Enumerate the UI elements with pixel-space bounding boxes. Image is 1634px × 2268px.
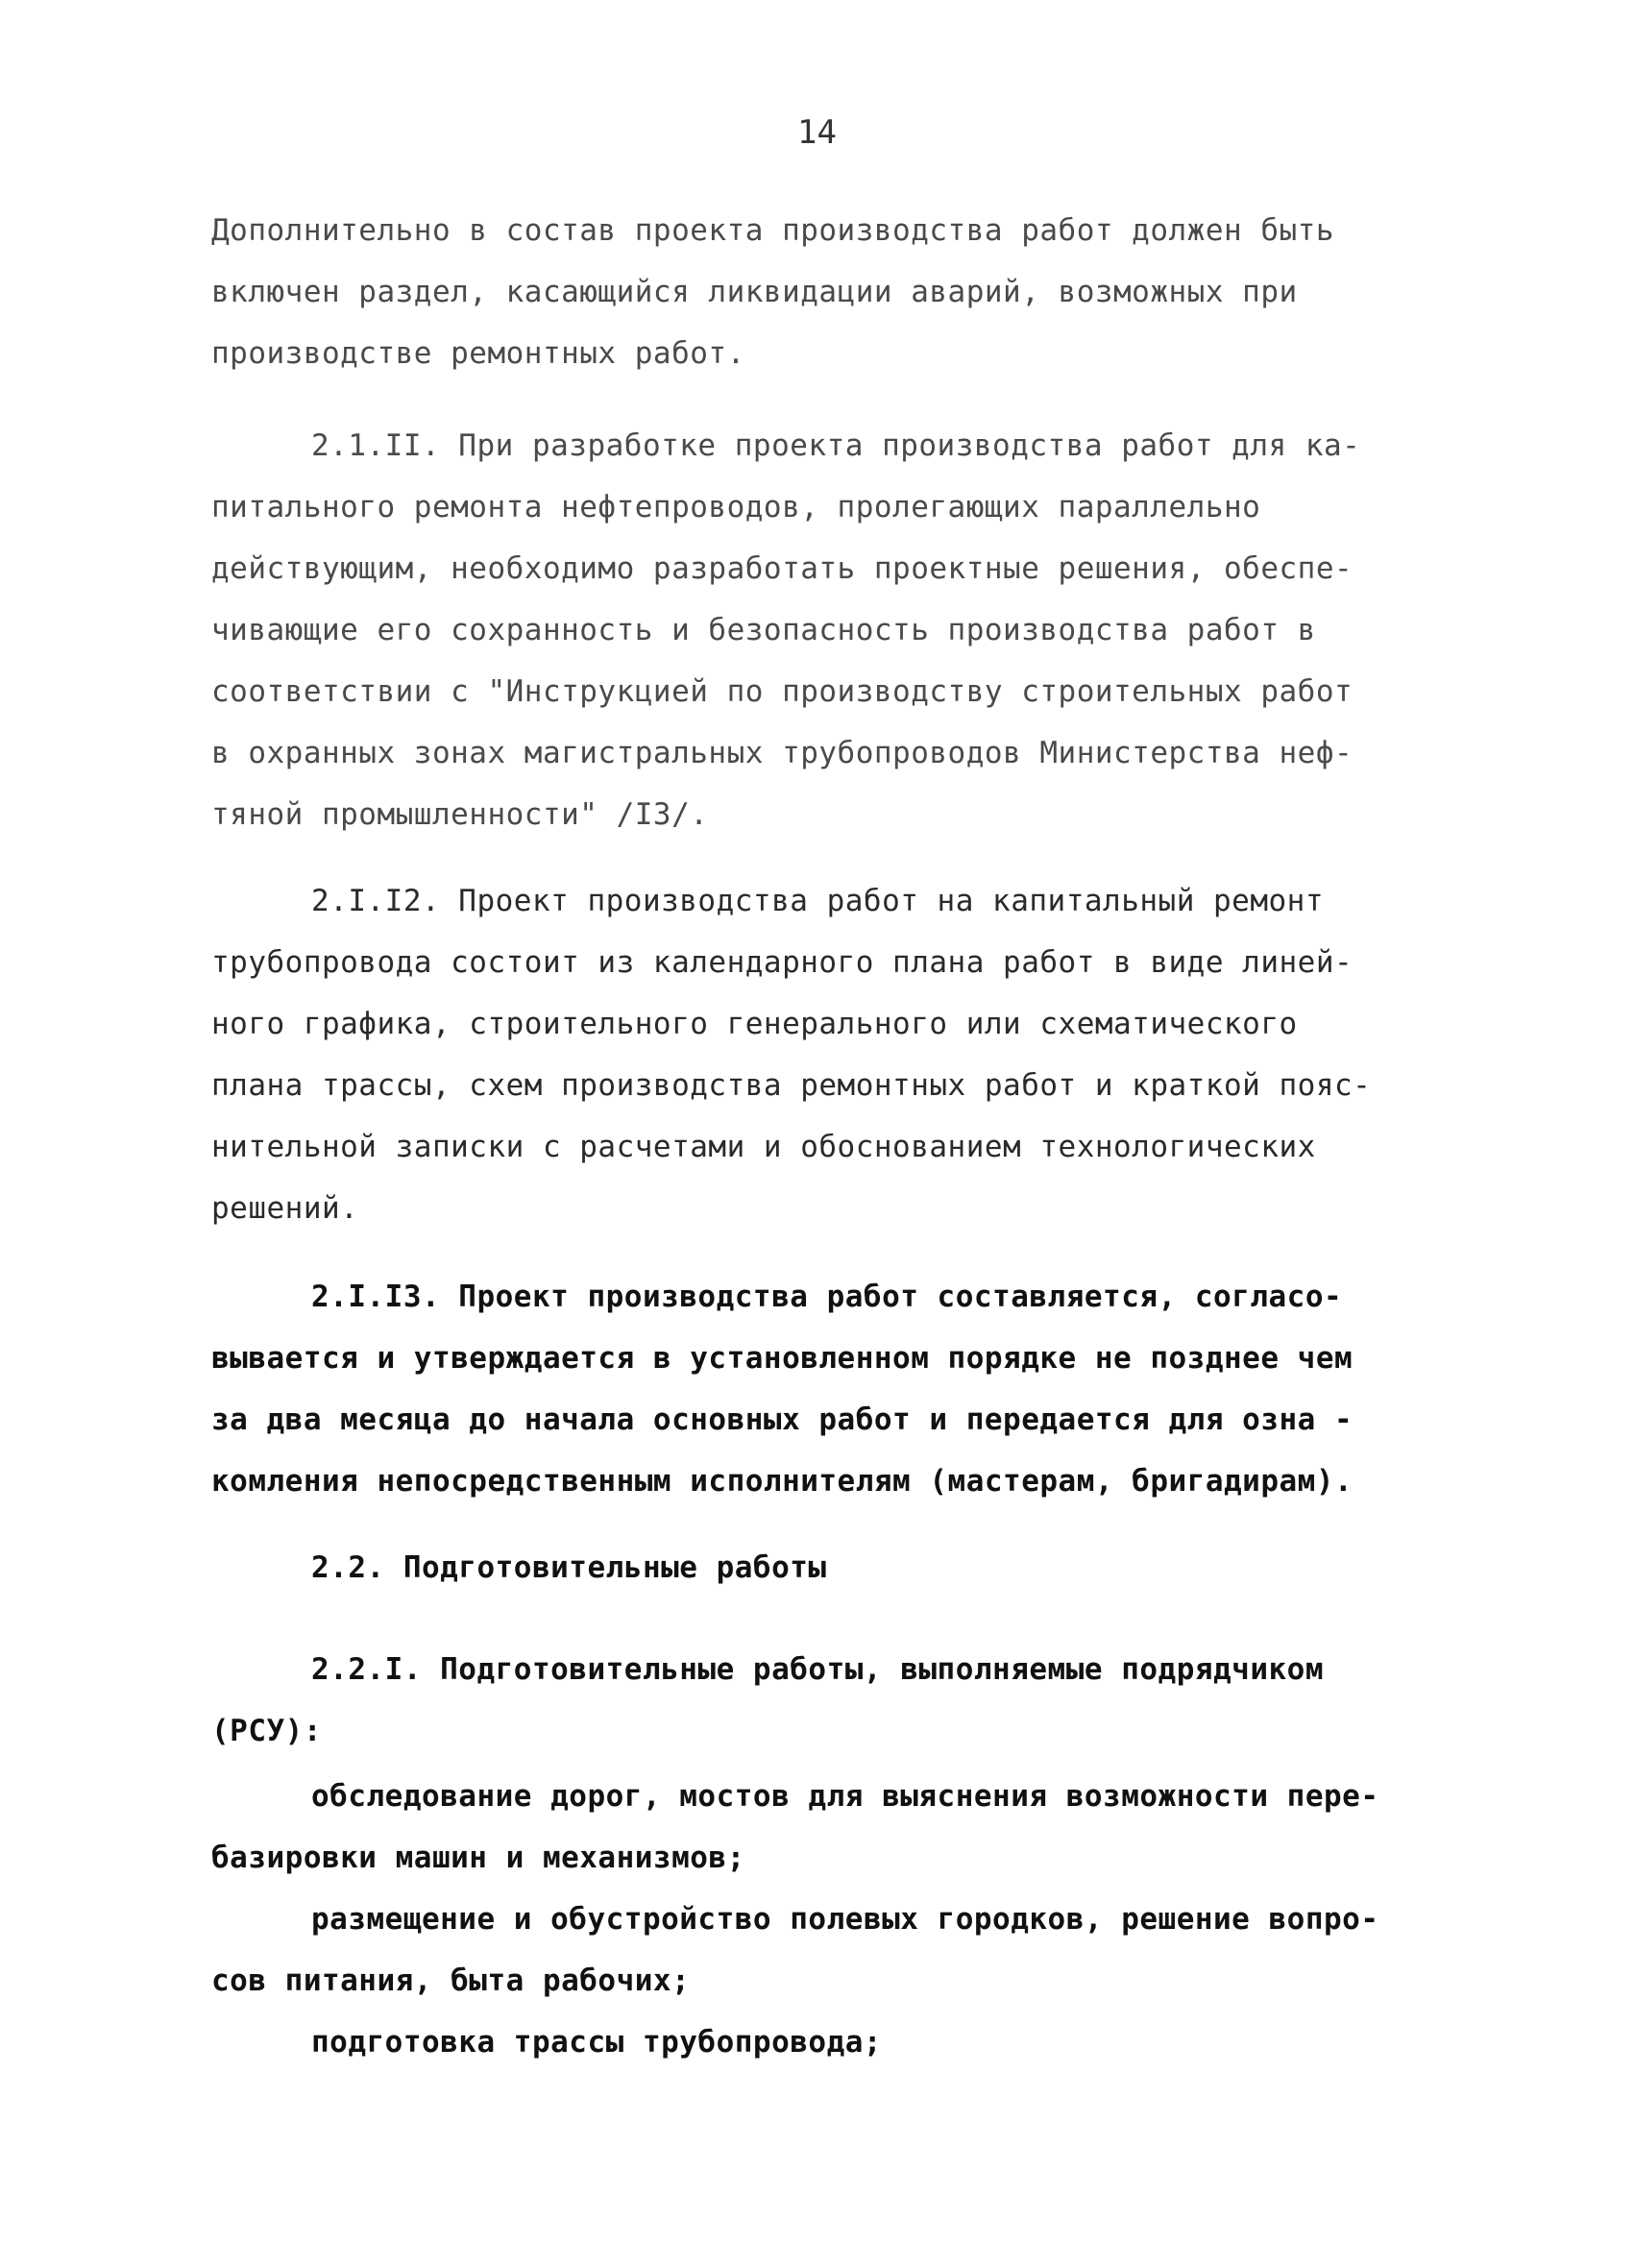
list-item-continuation: сов питания, быта рабочих; [211, 1963, 691, 1998]
text-line: Дополнительно в состав проекта производства работ должен быть [211, 213, 1334, 248]
text-line: 2.I.I2. Проект производства работ на капитальный ремонт [311, 884, 1324, 918]
paragraph-2-1-12 [211, 870, 1422, 1239]
text-line: питального ремонта нефтепроводов, пролегающих параллельно [211, 490, 1261, 524]
text-line: нительной записки с расчетами и обоснованием технологических [211, 1130, 1316, 1164]
list-item: подготовка трассы трубопровода; [311, 2025, 883, 2060]
text-line: 2.2.I. Подготовительные работы, выполняемые подрядчиком [311, 1652, 1324, 1687]
text-line: плана трассы, схем производства ремонтных работ и краткой пояс- [211, 1068, 1372, 1103]
text-line: трубопровода состоит из календарного плана работ в виде линей- [211, 945, 1354, 980]
section-heading-preparatory-works [211, 1537, 1422, 1598]
text-line: соответствии с "Инструкцией по производству строительных работ [211, 674, 1354, 709]
text-line: в охранных зонах магистральных трубопроводов Министерства неф- [211, 736, 1354, 770]
text-line: действующим, необходимо разработать проектные решения, обеспе- [211, 551, 1354, 586]
text-line: (РСУ): [211, 1714, 322, 1748]
paragraph-2-2-1 [211, 1639, 1422, 1762]
paragraph-2-1-11 [211, 415, 1422, 845]
text-line: производстве ремонтных работ. [211, 336, 745, 371]
list-item: обследование дорог, мостов для выяснения возможности пере- [311, 1779, 1379, 1814]
text-line: за два месяца до начала основных работ и передается для озна - [211, 1402, 1354, 1437]
text-line: включен раздел, касающийся ликвидации аварий, возможных при [211, 275, 1298, 309]
text-line: вывается и утверждается в установленном порядке не позднее чем [211, 1341, 1354, 1376]
text-line: чивающие его сохранность и безопасность производства работ в [211, 613, 1316, 647]
list-item-continuation: базировки машин и механизмов; [211, 1841, 745, 1875]
paragraph-2-1-13 [211, 1266, 1422, 1512]
text-line: ного графика, строительного генерального или схематического [211, 1007, 1298, 1041]
text-line: 2.1.II. При разработке проекта производства работ для ка- [311, 428, 1361, 463]
text-line: решений. [211, 1191, 359, 1226]
text-line: комления непосредственным исполнителям (мастерам, бригадирам). [211, 1464, 1354, 1499]
preparatory-works-list [211, 1766, 1422, 2073]
list-item: размещение и обустройство полевых городков, решение вопро- [311, 1902, 1379, 1937]
section-heading: 2.2. Подготовительные работы [311, 1550, 827, 1585]
page-number: 14 [797, 113, 837, 152]
text-line: тяной промышленности" /I3/. [211, 797, 709, 832]
paragraph-additional-section [211, 200, 1422, 384]
text-line: 2.I.I3. Проект производства работ составляется, согласо- [311, 1280, 1343, 1314]
